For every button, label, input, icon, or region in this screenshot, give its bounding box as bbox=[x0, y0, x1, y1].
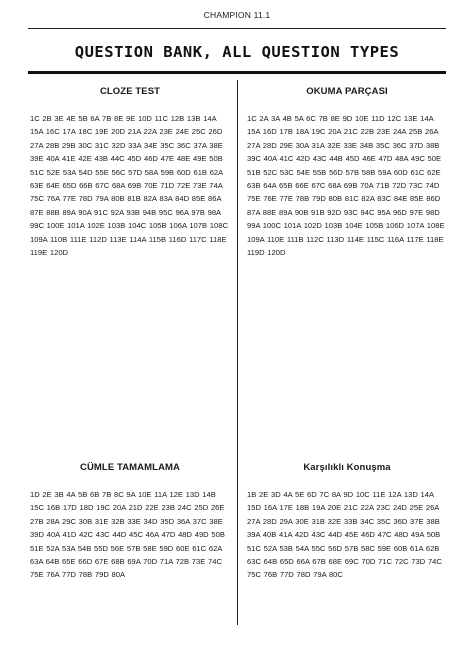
section-cloze-test bbox=[30, 86, 230, 259]
header-rule bbox=[28, 28, 446, 29]
section-okuma-parcasi bbox=[247, 86, 447, 259]
answer-key: 1B 2E 3D 4A 5E 6D 7C 8A 9D 10C 11E 12A 13D 14A 15D 16A 17E 18B 19A 20E 21C 22A 23C 24D 25E 26A 27A 28D 29A 30E 31B 32E 33B 34C 35C 36D 37E 38B 39A 40B 41A 42D 43C 44D 45E 46D 47C 48D 49A 50B 51C 52A 53B 54A 55C 56D 57B 58C 59E 60B 61A 62B 63C 64B 65D 66A 67B 68E 69C 70D 71C 72C 73D 74C 75C 76B 77D 78D 79A 80C bbox=[247, 490, 442, 580]
column-divider bbox=[237, 80, 238, 625]
answer-key: 1D 2E 3B 4A 5B 6B 7B 8C 9A 10E 11A 12E 13D 14B 15C 16B 17D 18D 19C 20A 21D 22E 23B 24C 25D 26E 27B 28A 29C 30B 31E 32B 33E 34D 35D 36A 37C 38E 39D 40A 41D 42C 43C 44D 45C 46A 47D 48D 49D 50B 51E 52A 53A 54B 55D 56E 57B 58E 59D 60E 61C 62A 63A 64B 65E 66D 67E 68B 69A 70D 71A 72B 73E 74C 75E 76A 77D 78B 79D 80A bbox=[30, 490, 225, 580]
section-cumle-tamamlama bbox=[30, 462, 230, 582]
answer-key: 1C 2A 3A 4B 5A 6C 7B 8E 9D 10E 11D 12C 13E 14A 15A 16D 17B 18A 19C 20A 21C 22B 23E 24A 25B 26A 27A 28D 29E 30A 31A 32E 33E 34B 35C 36C 37D 38B 39C 40A 41C 42D 43C 44B 45D 46E 47D 48A 49C 50E 51B 52C 53C 54E 55B 56D 57B 58B 59A 60D 61C 62E 63B 64A 65B 66E 67C 68A 69B 70A 71B 72D 73C 74D 75E 76E 77E 78B 79D 80B 81C 82A 83C 84E 85E 86D 87A 88E 89A 90B 91B 92D 93C 94C 95A 96D 97E 98D 99A 100C 101A 102D 103B 104E 105B 106D 107A 108E 109A 110E 111B 112C 113D 114E 115C 116A 117E 118E 119D 120D bbox=[247, 114, 445, 258]
section-title: CÜMLE TAMAMLAMA bbox=[80, 462, 180, 473]
page-header: CHAMPION 11.1 bbox=[203, 10, 271, 20]
section-title: CLOZE TEST bbox=[99, 86, 161, 97]
answer-key: 1C 2B 3E 4E 5B 6A 7B 8E 9E 10D 11C 12B 13B 14A 15A 16C 17A 18C 19E 20D 21A 22A 23E 24E 25C 26D 27A 28B 29B 30C 31C 32D 33A 34E 35C 36C 37A 38E 39E 40A 41E 42E 43B 44C 45D 46D 47E 48E 49E 50B 51C 52E 53A 54D 55E 56C 57D 58A 59B 60D 61B 62A 63E 64E 65D 66B 67C 68A 69B 70E 71D 72E 73E 74A 75C 76A 77E 78D 79A 80B 81B 82A 83A 84D 85E 86A 87E 88B 89A 90A 91C 92A 93B 94B 95C 96A 97B 98A 99C 100E 101A 102E 103B 104C 105B 106A 107B 108C 109A 110B 111E 112D 113E 114A 115B 116D 117C 118E 119E 120D bbox=[30, 114, 228, 258]
section-title: Karşılıklı Konuşma bbox=[303, 462, 391, 473]
page-title: QUESTION BANK, ALL QUESTION TYPES bbox=[74, 43, 400, 61]
section-karsilikli-konusma bbox=[247, 462, 447, 582]
section-title: OKUMA PARÇASI bbox=[306, 86, 388, 97]
title-rule bbox=[28, 71, 446, 74]
